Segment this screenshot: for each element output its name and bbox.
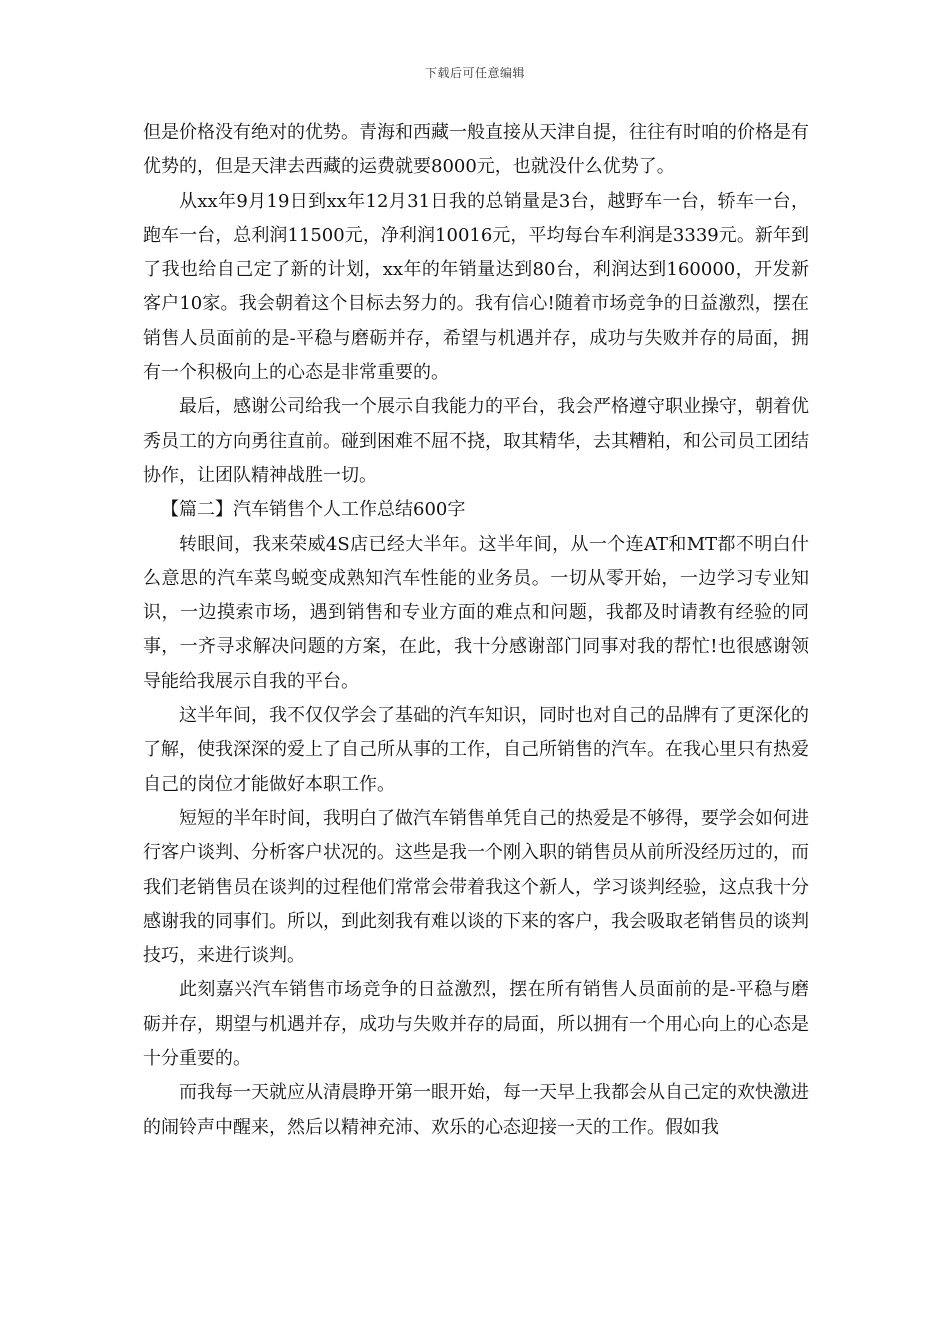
paragraph-5: 这半年间，我不仅仅学会了基础的汽车知识，同时也对自己的品牌有了更深化的了解，使我深深的爱上了自己所从事的工作，自己所销售的汽车。在我心里只有热爱自己的岗位才能做好本职工作。 <box>143 705 809 795</box>
paragraph-6: 短短的半年时间，我明白了做汽车销售单凭自己的热爱是不够得，要学会如何进行客户谈判、分析客户状况的。这些是我一个刚入职的销售员从前所没经历过的，而我们老销售员在谈判的过程他们常常会带着我这个新人，学习谈判经验，这点我十分感谢我的同事们。所以，到此刻我有难以谈的下来的客户，我会吸取老销售员的谈判技巧，来进行谈判。 <box>143 807 809 967</box>
section-heading: 【篇二】汽车销售个人工作总结600字 <box>161 499 466 521</box>
paragraph-2: 从xx年9月19日到xx年12月31日我的总销量是3台，越野车一台，轿车一台，跑车一台，总利润11500元，净利润10016元，平均每台车利润是3339元。新年到了我也给自己定了新的计划，xx年的年销量达到80台，利润达到160000，开发新客户10家。我会朝着这个目标去努力的。我有信心!随着市场竞争的日益激烈，摆在销售人员面前的是-平稳与磨砺并存，希望与机遇并存，成功与失败并存的局面，拥有一个积极向上的心态是非常重要的。 <box>143 190 809 384</box>
paragraph-7: 此刻嘉兴汽车销售市场竞争的日益激烈，摆在所有销售人员面前的是-平稳与磨砺并存，期望与机遇并存，成功与失败并存的局面，所以拥有一个用心向上的心态是十分重要的。 <box>143 979 809 1070</box>
paragraph-3: 最后，感谢公司给我一个展示自我能力的平台，我会严格遵守职业操守，朝着优秀员工的方向勇往直前。碰到困难不屈不挠，取其精华，去其糟粕，和公司员工团结协作，让团队精神战胜一切。 <box>143 396 809 486</box>
paragraph-1: 但是价格没有绝对的优势。青海和西藏一般直接从天津自提，往往有时咱的价格是有优势的，但是天津去西藏的运费就要8000元，也就没什么优势了。 <box>143 122 809 178</box>
page-header-note: 下载后可任意编辑 <box>424 66 525 80</box>
paragraph-8: 而我每一天就应从清晨睁开第一眼开始，每一天早上我都会从自己定的欢快激进的闹铃声中醒来，然后以精神充沛、欢乐的心态迎接一天的工作。假如我 <box>143 1082 809 1138</box>
document-body <box>143 116 809 1145</box>
paragraph-4: 转眼间，我来荣威4S店已经大半年。这半年间，从一个连AT和MT都不明白什么意思的汽车菜鸟蜕变成熟知汽车性能的业务员。一切从零开始，一边学习专业知识，一边摸索市场，遇到销售和专业方面的难点和问题，我都及时请教有经验的同事，一齐寻求解决问题的方案，在此，我十分感谢部门同事对我的帮忙!也很感谢领导能给我展示自我的平台。 <box>143 533 809 692</box>
